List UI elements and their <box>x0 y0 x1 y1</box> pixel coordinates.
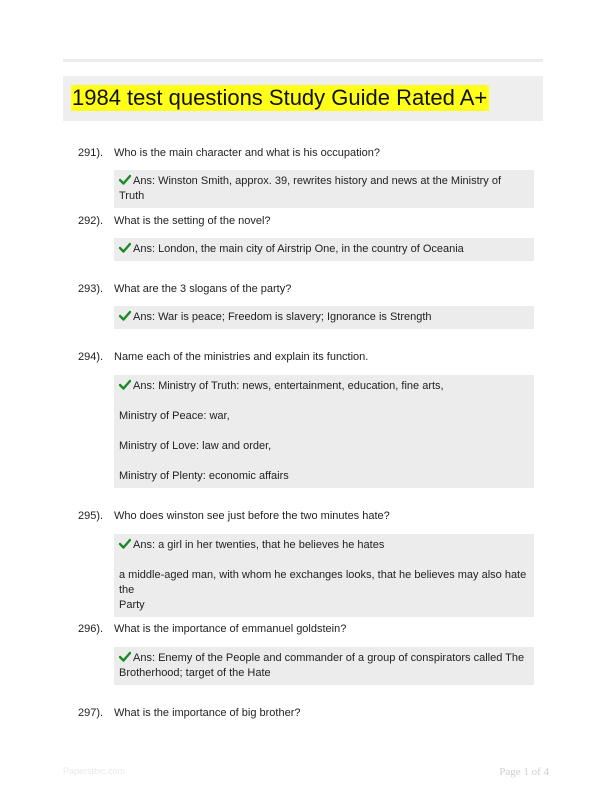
check-icon <box>119 310 131 321</box>
question-text: What are the 3 slogans of the party? <box>114 283 292 295</box>
question-text: What is the setting of the novel? <box>114 215 271 227</box>
answer-box <box>114 238 534 261</box>
answer-line: a middle-aged man, with whom he exchanges looks, that he believes may also hate the <box>119 569 527 596</box>
check-icon <box>119 174 131 185</box>
answer-line: Ans: Ministry of Truth: news, entertainment, education, fine arts, <box>119 379 529 394</box>
footer-watermark: Paperstbic.com <box>63 766 126 776</box>
question-number: 296). <box>78 623 104 635</box>
top-divider <box>63 59 543 62</box>
check-icon <box>119 242 131 253</box>
answer-line: Ans: London, the main city of Airstrip One, in the country of Oceania <box>119 242 529 257</box>
question-text: Who is the main character and what is his occupation? <box>114 147 380 159</box>
question-text: What is the importance of big brother? <box>114 707 301 719</box>
answer-line: Party <box>119 599 145 611</box>
answer-line: Brotherhood; target of the Hate <box>119 667 271 679</box>
check-icon <box>119 651 131 662</box>
question-text: Who does winston see just before the two minutes hate? <box>114 510 390 522</box>
answer-box <box>114 647 534 685</box>
answer-box <box>114 306 534 329</box>
answer-box <box>114 534 534 617</box>
answer-box <box>114 375 534 488</box>
answer-line: Ministry of Peace: war, <box>119 410 230 422</box>
question-number: 294). <box>78 351 104 363</box>
answer-line: Ministry of Plenty: economic affairs <box>119 470 289 482</box>
question-number: 295). <box>78 510 104 522</box>
question-text: Name each of the ministries and explain its function. <box>114 351 369 363</box>
answer-line: Ans: Winston Smith, approx. 39, rewrites history and news at the Ministry of Truth <box>119 175 502 202</box>
question-number: 297). <box>78 707 104 719</box>
question-number: 293). <box>78 283 104 295</box>
answer-box <box>114 170 534 208</box>
answer-line: Ans: Enemy of the People and commander of a group of conspirators called The <box>119 651 529 666</box>
answer-line: Ministry of Love: law and order, <box>119 440 272 452</box>
page-indicator: Page 1 of 4 <box>499 766 549 778</box>
check-icon <box>119 379 131 390</box>
document-title: 1984 test questions Study Guide Rated A+ <box>72 85 488 110</box>
question-number: 291). <box>78 147 104 159</box>
answer-line: Ans: War is peace; Freedom is slavery; Ignorance is Strength <box>119 310 529 325</box>
question-text: What is the importance of emmanuel goldstein? <box>114 623 347 635</box>
answer-line: Ans: a girl in her twenties, that he believes he hates <box>119 538 529 553</box>
check-icon <box>119 538 131 549</box>
title-band <box>63 76 543 121</box>
question-number: 292). <box>78 215 104 227</box>
